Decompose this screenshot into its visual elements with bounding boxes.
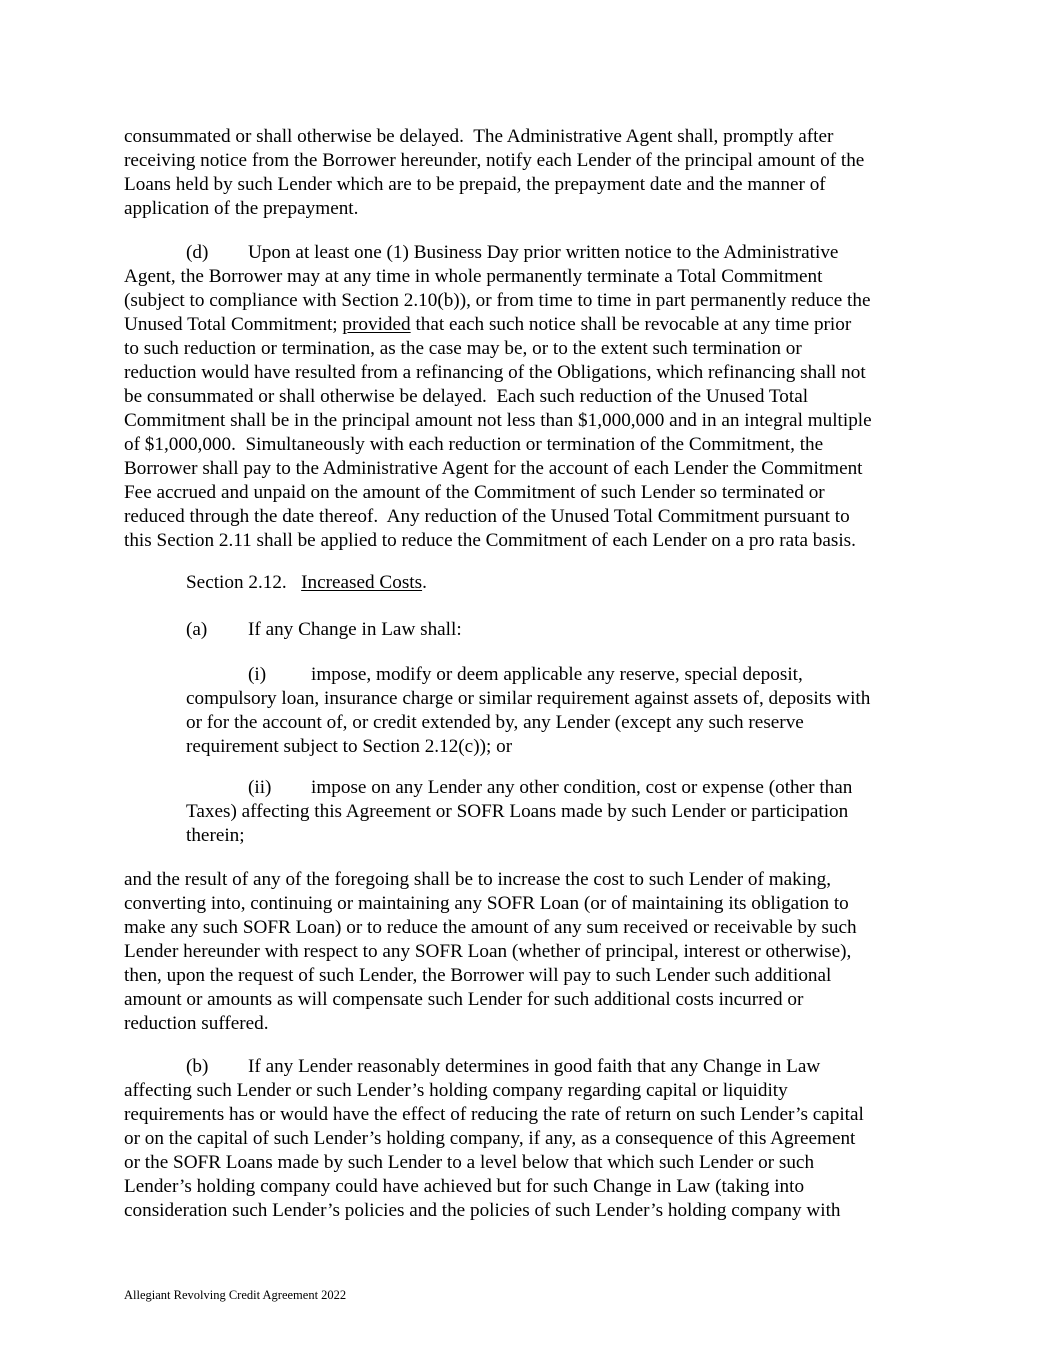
text-segment: that each such notice shall be revocable at any time prior xyxy=(410,314,852,335)
text-line: reduction would have resulted from a refinancing of the Obligations, which refinancing shall not xyxy=(124,362,866,383)
text-line: or on the capital of such Lender’s holding company, if any, as a consequence of this Agreement xyxy=(124,1128,856,1149)
text-segment: Section 2.12. xyxy=(186,572,302,593)
text-line: and the result of any of the foregoing shall be to increase the cost to such Lender of making, xyxy=(124,869,832,890)
underlined-term: provided xyxy=(342,314,411,335)
text-segment: Upon at least one (1) Business Day prior written notice to the Administrative xyxy=(248,242,839,263)
text-segment: (b) xyxy=(186,1056,209,1077)
text-line: receiving notice from the Borrower hereunder, notify each Lender of the principal amount of the xyxy=(124,150,865,171)
text-segment: Unused Total Commitment; xyxy=(124,314,343,335)
text-line: compulsory loan, insurance charge or similar requirement against assets of, deposits with xyxy=(186,688,871,709)
text-segment: impose on any Lender any other condition, cost or expense (other than xyxy=(311,777,853,798)
text-line xyxy=(186,618,207,642)
text-line: this Section 2.11 shall be applied to reduce the Commitment of each Lender on a pro rata basis. xyxy=(124,530,856,551)
text-segment: (a) xyxy=(186,619,208,640)
text-line: therein; xyxy=(186,825,245,846)
text-line xyxy=(124,313,851,337)
text-line: make any such SOFR Loan) or to reduce the amount of any sum received or receivable by such xyxy=(124,917,857,938)
text-line xyxy=(186,571,427,595)
text-line-continuation xyxy=(311,776,852,800)
text-line: Taxes) affecting this Agreement or SOFR Loans made by such Lender or participation xyxy=(186,801,849,822)
text-segment: (i) xyxy=(248,664,267,685)
text-line: be consummated or shall otherwise be delayed. Each such reduction of the Unused Total xyxy=(124,386,809,407)
text-segment: (d) xyxy=(186,242,209,263)
text-line: consideration such Lender’s policies and the policies of such Lender’s holding company with xyxy=(124,1200,841,1221)
text-line: consummated or shall otherwise be delayed. The Administrative Agent shall, promptly after xyxy=(124,126,834,147)
text-line-continuation xyxy=(311,663,803,687)
text-line xyxy=(248,663,266,687)
text-line: Agent, the Borrower may at any time in whole permanently terminate a Total Commitment xyxy=(124,266,823,287)
text-line: or for the account of, or credit extended by, any Lender (except any such reserve xyxy=(186,712,804,733)
text-line: affecting such Lender or such Lender’s holding company regarding capital or liquidity xyxy=(124,1080,788,1101)
text-segment: (ii) xyxy=(248,777,272,798)
underlined-term: Increased Costs xyxy=(301,572,423,593)
text-line: Borrower shall pay to the Administrative Agent for the account of each Lender the Commitment xyxy=(124,458,863,479)
text-line: Lender hereunder with respect to any SOFR Loan (whether of principal, interest or otherwise), xyxy=(124,941,852,962)
text-line xyxy=(186,241,208,265)
page-footer: Allegiant Revolving Credit Agreement 2022 xyxy=(124,1288,347,1302)
text-line: Loans held by such Lender which are to be prepaid, the prepayment date and the manner of xyxy=(124,174,826,195)
text-line: requirements has or would have the effect of reducing the rate of return on such Lender’s capital xyxy=(124,1104,864,1125)
text-segment: If any Change in Law shall: xyxy=(248,619,462,640)
text-line: Fee accrued and unpaid on the amount of the Commitment of such Lender so terminated or xyxy=(124,482,825,503)
text-line: or the SOFR Loans made by such Lender to a level below that which such Lender or such xyxy=(124,1152,815,1173)
text-line xyxy=(248,776,271,800)
text-line: application of the prepayment. xyxy=(124,198,359,219)
text-line: (subject to compliance with Section 2.10(b)), or from time to time in part permanently reduce the xyxy=(124,290,871,311)
text-line: converting into, continuing or maintaining any SOFR Loan (or of maintaining its obligation to xyxy=(124,893,849,914)
text-line: reduced through the date thereof. Any reduction of the Unused Total Commitment pursuant to xyxy=(124,506,850,527)
text-line-continuation xyxy=(248,1055,820,1079)
text-line: to such reduction or termination, as the case may be, or to the extent such termination or xyxy=(124,338,802,359)
text-line-continuation xyxy=(248,241,838,265)
text-line: Lender’s holding company could have achieved but for such Change in Law (taking into xyxy=(124,1176,805,1197)
text-line: of $1,000,000. Simultaneously with each reduction or termination of the Commitment, the xyxy=(124,434,824,455)
text-line: reduction suffered. xyxy=(124,1013,269,1034)
text-segment: impose, modify or deem applicable any reserve, special deposit, xyxy=(311,664,803,685)
text-line-continuation xyxy=(248,618,462,642)
text-segment: . xyxy=(422,572,427,593)
text-line xyxy=(186,1055,208,1079)
text-line: amount or amounts as will compensate such Lender for such additional costs incurred or xyxy=(124,989,804,1010)
text-line: Commitment shall be in the principal amount not less than $1,000,000 and in an integral multiple xyxy=(124,410,872,431)
text-line: requirement subject to Section 2.12(c)); or xyxy=(186,736,513,757)
text-segment: If any Lender reasonably determines in good faith that any Change in Law xyxy=(248,1056,821,1077)
text-line: then, upon the request of such Lender, the Borrower will pay to such Lender such additional xyxy=(124,965,832,986)
